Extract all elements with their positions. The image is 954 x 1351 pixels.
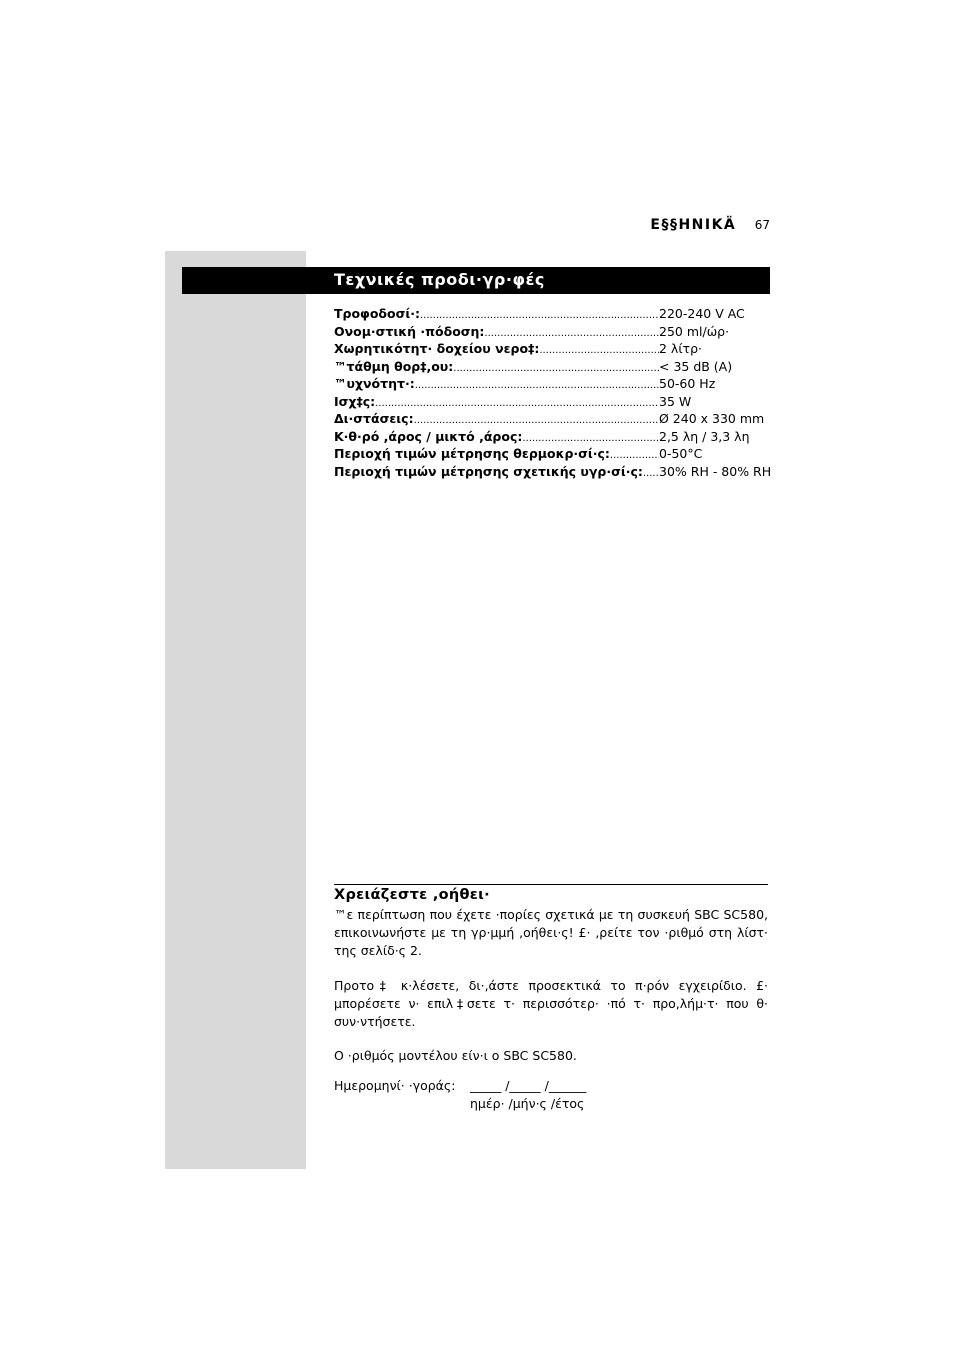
specs-list [334, 306, 770, 481]
spec-label: Περιοχή τιμών μέτρησης θερμοκρ·σί·ς: [334, 446, 610, 461]
page-header [650, 217, 770, 233]
help-paragraph: ™ε περίπτωση που έχετε ·πορίες σχετικά με τη συσκευή SBC SC580, επικοινωνήστε με τη γρ·μμή ,οήθει·ς! £· ,ρείτε τον ·ριθμό στη λίστ· της σελίδ·ς 2. [334, 907, 768, 958]
page-number: 67 [754, 218, 770, 232]
spec-value: 0-50°C [659, 446, 703, 461]
spec-row [334, 464, 770, 482]
leader-dots [522, 433, 659, 444]
leader-dots [420, 310, 659, 321]
help-paragraph: Προτο‡ κ·λέσετε, δι·,άστε προσεκτικά το π·ρόν εγχειρίδιο. £· μπορέσετε ν· επιλ‡σετε τ· περισσότερ· ·πό τ· προ,λήμ·τ· που θ· συν·ντήσετε. [334, 978, 768, 1029]
leader-dots [539, 345, 659, 356]
spec-label: Κ·θ·ρό ,άρος / μικτό ,άρος: [334, 428, 523, 444]
spec-row [334, 341, 770, 359]
spec-label: Ονομ·στική ·πόδοση: [334, 323, 485, 339]
spec-label: ™τάθμη θορ‡,ου: [334, 358, 454, 374]
leader-dots [453, 363, 659, 374]
leader-dots [415, 380, 659, 391]
spec-value: Ø 240 x 330 mm [659, 411, 765, 426]
spec-value: 2 λίτρ· [659, 341, 702, 356]
leader-dots [484, 328, 659, 339]
section-divider [334, 884, 768, 885]
spec-label: Περιοχή τιμών μέτρησης σχετικής υγρ·σί·ς: [334, 463, 643, 479]
spec-row [334, 306, 770, 324]
spec-row [334, 376, 770, 394]
section-title-bar [182, 267, 770, 294]
spec-value: < 35 dB (A) [659, 358, 733, 374]
spec-value: 2,5 λη / 3,3 λη [659, 428, 750, 444]
spec-row [334, 411, 770, 429]
leader-dots [375, 398, 659, 409]
help-title: Χρειάζεστε ,οήθει· [334, 887, 490, 903]
spec-row [334, 429, 770, 447]
purchase-date-fields: _____ /_____ /______ [470, 1078, 587, 1093]
sidebar-band [165, 251, 306, 1169]
model-number-text: Ο ·ριθμός μοντέλου είν·ι ο SBC SC580. [334, 1048, 577, 1063]
spec-label: Ισχ‡ς: [334, 393, 376, 409]
spec-value: 35 W [659, 393, 692, 409]
spec-value: 50-60 Hz [659, 376, 716, 391]
purchase-date-label: Ημερομηνί· ·γοράς: [334, 1078, 456, 1093]
spec-label: Δι·στάσεις: [334, 411, 414, 426]
leader-dots [643, 468, 659, 479]
spec-value: 220-240 V AC [659, 306, 745, 321]
spec-label: ™υχνότητ·: [334, 376, 415, 391]
spec-row [334, 394, 770, 412]
section-title: Τεχνικές προδι·γρ·φές [334, 270, 545, 289]
spec-row [334, 324, 770, 342]
leader-dots [610, 450, 659, 461]
language-label: E§§HNIKÄ [650, 217, 737, 233]
spec-label: Τροφοδοσί·: [334, 306, 420, 321]
spec-value: 30% RH - 80% RH [659, 463, 772, 479]
spec-row [334, 359, 770, 377]
spec-row [334, 446, 770, 464]
purchase-date-row [334, 1077, 586, 1095]
spec-label: Χωρητικότητ· δοχείου νερο‡: [334, 341, 540, 356]
leader-dots [414, 415, 659, 426]
purchase-date-legend: ημέρ· /μήν·ς /έτος [470, 1096, 585, 1111]
spec-value: 250 ml/ώρ· [659, 323, 730, 339]
